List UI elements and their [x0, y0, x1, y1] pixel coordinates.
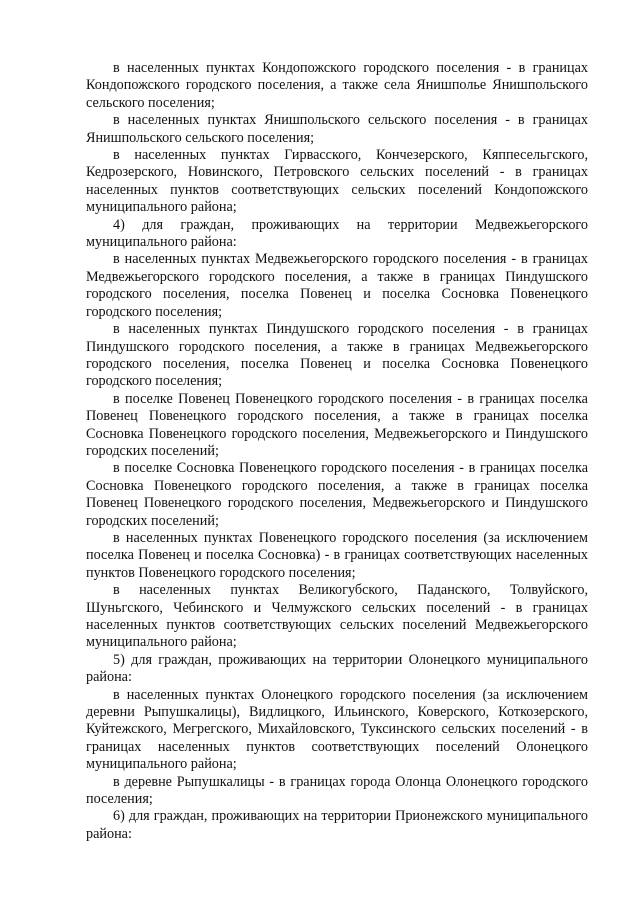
paragraph: в поселке Сосновка Повенецкого городского поселения - в границах поселка Сосновка Повенецкого городского поселения, а также в границах поселка Повенец Повенецкого городского поселения, Медвежьегорского и Пиндушского городских поселений; — [86, 460, 588, 529]
paragraph: в деревне Рыпушкалицы - в границах города Олонца Олонецкого городского поселения; — [86, 773, 588, 808]
paragraph: в населенных пунктах Гирвасского, Кончезерского, Кяппесельгского, Кедрозерского, Новинского, Петровского сельских поселений - в границах населенных пунктов соответствующих сельских поселений Кондопожского муниципального района; — [86, 147, 588, 216]
paragraph: в населенных пунктах Великогубского, Паданского, Толвуйского, Шуньгского, Чебинского и Челмужского сельских поселений - в границах населенных пунктов соответствующих сельских поселений Медвежьегорского муниципального района; — [86, 582, 588, 651]
paragraph: в населенных пунктах Повенецкого городского поселения (за исключением поселка Повенец и поселка Сосновка) - в границах соответствующих населенных пунктов Повенецкого городского поселения; — [86, 529, 588, 581]
paragraph: в поселке Повенец Повенецкого городского поселения - в границах поселка Повенец Повенецкого городского поселения, а также в границах поселка Сосновка Повенецкого городского поселения, Медвежьегорского и Пиндушского городских поселений; — [86, 390, 588, 459]
paragraph: 5) для граждан, проживающих на территории Олонецкого муниципального района: — [86, 651, 588, 686]
paragraph: 6) для граждан, проживающих на территории Прионежского муниципального района: — [86, 808, 588, 842]
paragraph: в населенных пунктах Медвежьегорского городского поселения - в границах Медвежьегорского городского поселения, а также в границах Пиндушского городского поселения, поселка Повенец и поселка Сосновка Повенецкого городского поселения; — [86, 251, 588, 320]
paragraph: в населенных пунктах Пиндушского городского поселения - в границах Пиндушского городского поселения, а также в границах Медвежьегорского городского поселения, поселка Повенец и поселка Сосновка Повенецкого городского поселения; — [86, 321, 588, 390]
paragraph: в населенных пунктах Кондопожского городского поселения - в границах Кондопожского городского поселения, а также села Янишполье Янишпольского сельского поселения; — [86, 60, 588, 111]
paragraph: в населенных пунктах Янишпольского сельского поселения - в границах Янишпольского сельского поселения; — [86, 112, 588, 146]
paragraph: 4) для граждан, проживающих на территории Медвежьегорского муниципального района: — [86, 216, 588, 251]
paragraph: в населенных пунктах Олонецкого городского поселения (за исключением деревни Рыпушкалицы), Видлицкого, Ильинского, Коверского, Коткозерского, Куйтежского, Мегрегского, Михайловского, Туксинского сельских поселений - в границах населенных пунктов соответствующих поселений Олонецкого муниципального района; — [86, 686, 588, 773]
